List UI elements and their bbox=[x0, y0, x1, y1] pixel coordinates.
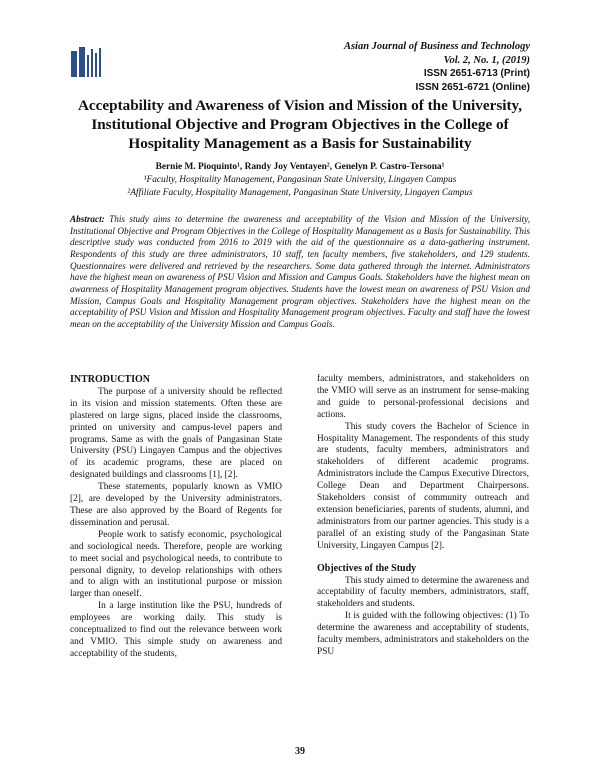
abstract bbox=[70, 214, 530, 331]
objectives-paragraph: This study aimed to determine the awareness and acceptability of faculty members, administrators, staff, stakeholders and students. bbox=[317, 575, 529, 610]
affiliation-2: ²Affiliate Faculty, Hospitality Management, Pangasinan State University, Lingayen Campus bbox=[127, 188, 473, 198]
journal-volume: Vol. 2, No. 1, (2019) bbox=[443, 54, 530, 66]
journal-logo-icon bbox=[70, 45, 104, 79]
intro-paragraph: People work to satisfy economic, psychological and sociological needs. Therefore, people are working to meet social and psychological needs, to contribute to personal dignity, to develop relationships with others and to align with an institutional purpose or mission larger than oneself. bbox=[70, 529, 282, 600]
abstract-label: Abstract: bbox=[70, 214, 105, 224]
affiliation-1: ¹Faculty, Hospitality Management, Pangasinan State University, Lingayen Campus bbox=[143, 175, 457, 185]
intro-continuation: faculty members, administrators, and stakeholders on the VMIO will serve as an instrument for sense-making and guide to personal-professional decisions and actions. bbox=[317, 374, 529, 420]
journal-header bbox=[344, 40, 530, 94]
issn-online: ISSN 2651-6721 (Online) bbox=[415, 81, 530, 93]
journal-logo bbox=[70, 45, 104, 79]
intro-paragraph: In a large institution like the PSU, hundreds of employees are working daily. This study is conceptualized to find out the relevance between work and VMIO. This simple study on awareness and acceptability of the students, bbox=[70, 601, 282, 659]
left-column bbox=[70, 374, 282, 661]
intro-paragraph: These statements, popularly known as VMIO [2], are developed by the University administrators. These are also approved by the Board of Regents for dissemination and perusal. bbox=[70, 482, 282, 528]
right-column bbox=[317, 374, 529, 659]
author-block bbox=[70, 161, 530, 200]
objectives-paragraph: It is guided with the following objectives: (1) To determine the awareness and acceptability of students, faculty members, administrators and stakeholders on the PSU bbox=[317, 611, 529, 657]
abstract-text: This study aims to determine the awareness and acceptability of the Vision and Mission of the University, Institutional Objective and Program Objectives in the College of Hospitality Management as a Basis for Sustainability. This descriptive study was conducted from 2016 to 2019 with the aid of the questionnaire as a data-gathering instrument. Respondents of this study are three administrators, 10 staff, ten faculty members, five stakeholders, and 129 students. Questionnaires were delivered and retrieved by the researchers. Some data gathered through the internet. Administrators have the highest mean on awareness of PSU Vision and Mission and Campus Goals. Stakeholders have the highest mean on awareness of Hospitality Management program objectives. Students have the lowest mean on awareness of PSU Vision and Mission, Campus Goals and Hospitality Management program objectives. Stakeholders have the highest mean on the acceptability of PSU Vision and Mission and Hospitality Management program objectives. Faculty and staff have the lowest mean on the acceptability of the University Mission and Campus Goals. bbox=[70, 214, 530, 329]
intro-paragraph: This study covers the Bachelor of Science in Hospitality Management. The respondents of this study are students, faculty members, administrators and stakeholders of different academic programs. Administrators include the Campus Executive Directors, College Dean and Department Chairpersons. Stakeholders consist of community outreach and extension beneficiaries, parents of students, alumni, and administrators from our partner agencies. This study is a parallel of an existing study of the Pangasinan State University, Lingayen Campus [2]. bbox=[317, 421, 529, 551]
section-heading-introduction: INTRODUCTION bbox=[70, 374, 151, 385]
page-number: 39 bbox=[295, 746, 305, 757]
paper-title: Acceptability and Awareness of Vision and Mission of the University, Institutional Objective and Program Objectives in the College of Hospitality Management as a Basis for Sustainability bbox=[77, 97, 523, 152]
section-heading-objectives: Objectives of the Study bbox=[317, 562, 417, 574]
journal-name: Asian Journal of Business and Technology bbox=[343, 41, 530, 52]
intro-paragraph: The purpose of a university should be reflected in its vision and mission statements. Often these are plastered on large signs, placed inside the classrooms, printed on university and campus-level papers and programs. Same as with the goals of Pangasinan State University (PSU) Lingayen Campus and the objectives of its academic programs, these are placed on designated buildings and classrooms [1], [2]. bbox=[70, 386, 282, 481]
author-names: Bernie M. Pioquinto¹, Randy Joy Ventayen², Genelyn P. Castro-Tersona¹ bbox=[155, 162, 445, 172]
issn-print: ISSN 2651-6713 (Print) bbox=[423, 68, 530, 79]
